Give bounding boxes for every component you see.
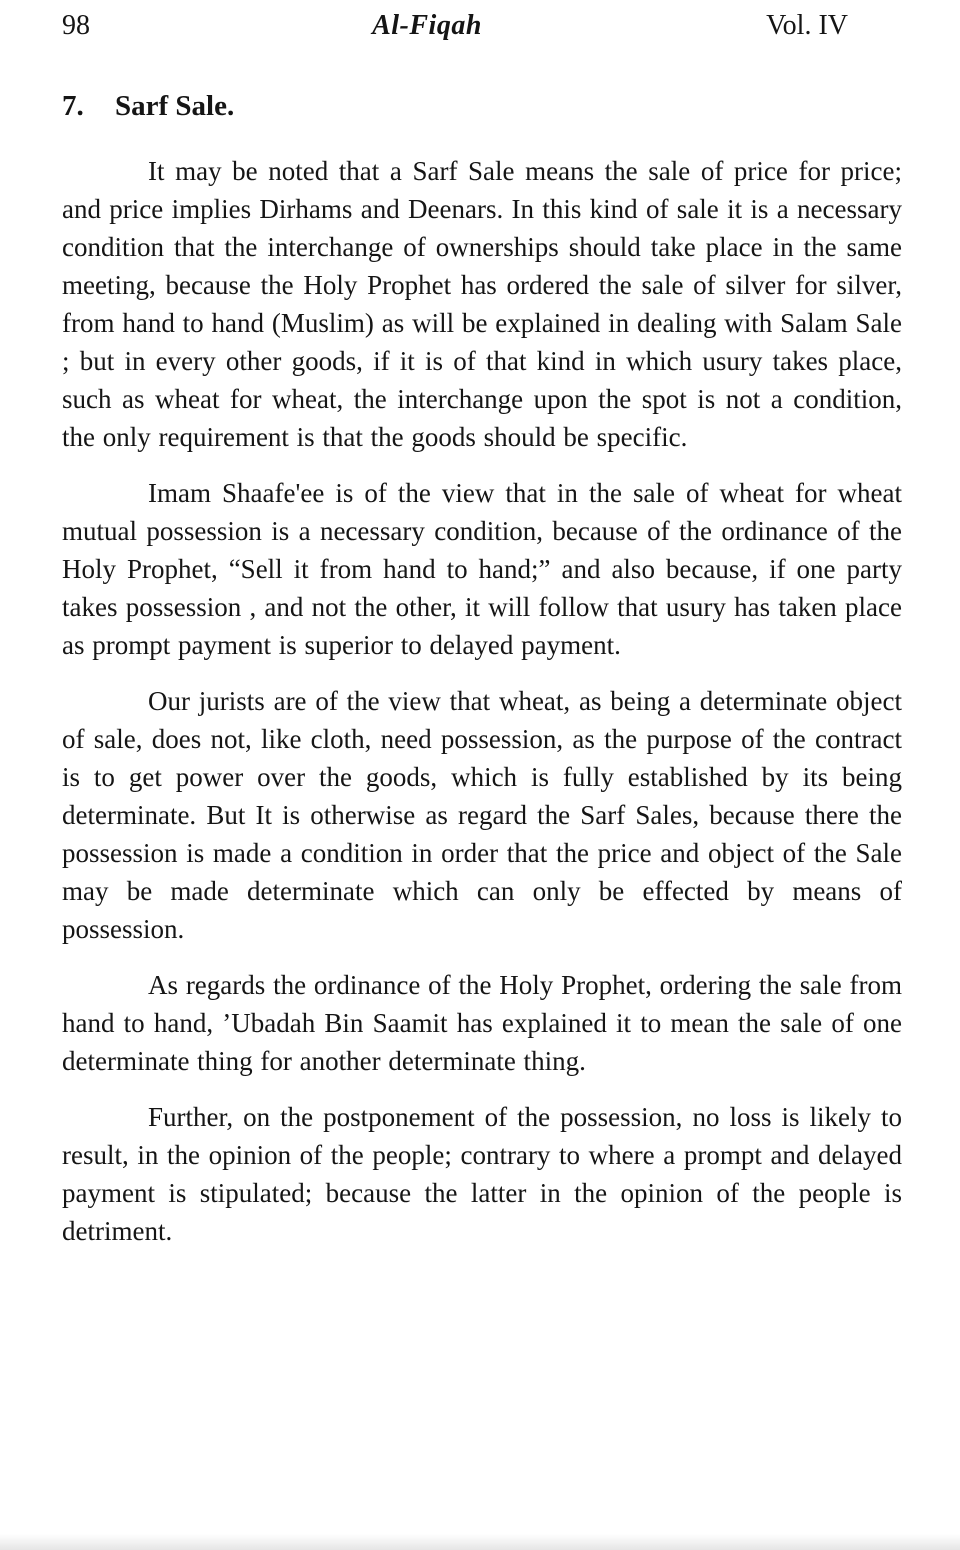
book-title: Al-Fiqah [372, 10, 482, 41]
paragraph-1: It may be noted that a Sarf Sale means the sale of price for price; and price implies Dirhams and Deenars. In this kind of sale it is a necessary condition that the interchange of ownerships should take place in the same meeting, because the Holy Prophet has ordered the sale of silver for silver, from hand to hand (Muslim) as will be explained in dealing with Salam Sale ; but in every other goods, if it is of that kind in which usury takes place, such as wheat for wheat, the interchange upon the spot is not a condition, the only requirement is that the goods should be specific. [62, 156, 902, 452]
page-number: 98 [62, 10, 90, 41]
section-title: Sarf Sale. [115, 90, 235, 122]
page-bottom-shadow [0, 1534, 960, 1550]
paragraph-4: As regards the ordinance of the Holy Prophet, ordering the sale from hand to hand, ’Ubadah Bin Saamit has explained it to mean the sale of one determinate thing for another determinate thing. [62, 970, 902, 1076]
paragraph-3: Our jurists are of the view that wheat, as being a determinate object of sale, does not, like cloth, need possession, as the purpose of the contract is to get power over the goods, which is fully established by its being determinate. But It is otherwise as regard the Sarf Sales, because there the possession is made a condition in order that the price and object of the Sale may be made determinate which can only be effected by means of possession. [62, 686, 902, 944]
page-body [62, 152, 902, 1250]
section-heading [62, 90, 902, 122]
paragraph-2: Imam Shaafe'ee is of the view that in the sale of wheat for wheat mutual possession is a necessary condition, because of the ordinance of the Holy Prophet, “Sell it from hand to hand;” and also because, if one party takes possession , and not the other, it will follow that usury has taken place as prompt payment is superior to delayed payment. [62, 478, 902, 660]
page-header [62, 10, 902, 42]
section-number: 7. [62, 90, 84, 122]
paragraph-5: Further, on the postponement of the possession, no loss is likely to result, in the opinion of the people; contrary to where a prompt and delayed payment is stipulated; because the latter in the opinion of the people is detriment. [62, 1102, 902, 1246]
volume-label: Vol. IV [766, 10, 848, 41]
